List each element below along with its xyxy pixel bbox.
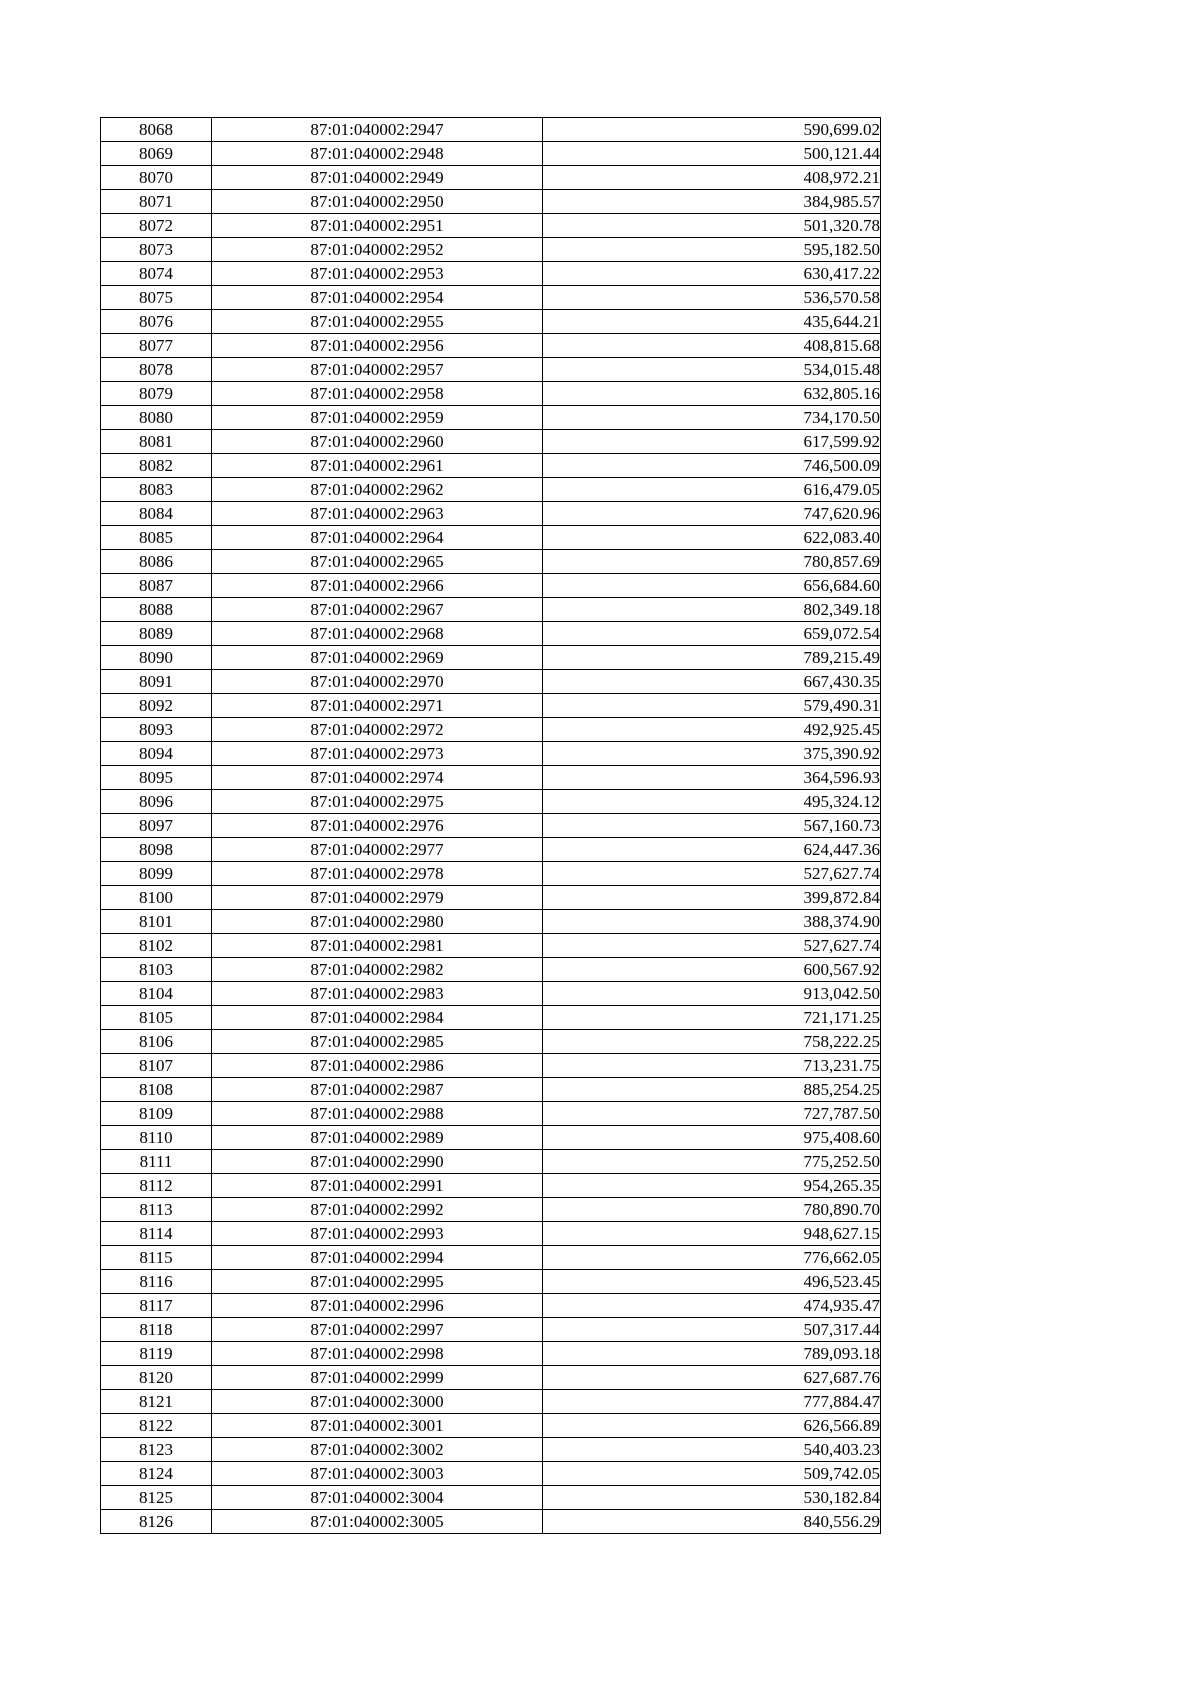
table-row — [101, 1366, 881, 1390]
cadastral-number-cell: 87:01:040002:2987 — [212, 1078, 543, 1102]
cadastral-value-cell: 527,627.74 — [543, 934, 881, 958]
table-row — [101, 1054, 881, 1078]
table-row — [101, 1438, 881, 1462]
table-row — [101, 742, 881, 766]
table-row — [101, 1150, 881, 1174]
cadastral-number-cell: 87:01:040002:2992 — [212, 1198, 543, 1222]
cadastral-value-cell: 617,599.92 — [543, 430, 881, 454]
cadastral-value-cell: 435,644.21 — [543, 310, 881, 334]
table-row — [101, 238, 881, 262]
row-number-cell: 8116 — [101, 1270, 212, 1294]
row-number-cell: 8108 — [101, 1078, 212, 1102]
cadastral-value-cell: 780,890.70 — [543, 1198, 881, 1222]
cadastral-number-cell: 87:01:040002:3002 — [212, 1438, 543, 1462]
cadastral-value-cell: 540,403.23 — [543, 1438, 881, 1462]
cadastral-number-cell: 87:01:040002:2955 — [212, 310, 543, 334]
cadastral-number-cell: 87:01:040002:2998 — [212, 1342, 543, 1366]
table-row — [101, 526, 881, 550]
table-row — [101, 622, 881, 646]
cadastral-value-cell: 364,596.93 — [543, 766, 881, 790]
cadastral-number-cell: 87:01:040002:2980 — [212, 910, 543, 934]
row-number-cell: 8079 — [101, 382, 212, 406]
row-number-cell: 8093 — [101, 718, 212, 742]
cadastral-number-cell: 87:01:040002:2993 — [212, 1222, 543, 1246]
row-number-cell: 8113 — [101, 1198, 212, 1222]
cadastral-value-cell: 775,252.50 — [543, 1150, 881, 1174]
table-row — [101, 118, 881, 142]
cadastral-number-cell: 87:01:040002:2990 — [212, 1150, 543, 1174]
table-row — [101, 478, 881, 502]
row-number-cell: 8106 — [101, 1030, 212, 1054]
row-number-cell: 8090 — [101, 646, 212, 670]
table-row — [101, 550, 881, 574]
cadastral-number-cell: 87:01:040002:2981 — [212, 934, 543, 958]
table-body — [101, 118, 881, 1534]
table-row — [101, 838, 881, 862]
cadastral-value-cell: 492,925.45 — [543, 718, 881, 742]
cadastral-number-cell: 87:01:040002:2959 — [212, 406, 543, 430]
cadastral-value-cell: 474,935.47 — [543, 1294, 881, 1318]
cadastral-value-cell: 590,699.02 — [543, 118, 881, 142]
row-number-cell: 8080 — [101, 406, 212, 430]
cadastral-value-cell: 626,566.89 — [543, 1414, 881, 1438]
cadastral-number-cell: 87:01:040002:2997 — [212, 1318, 543, 1342]
row-number-cell: 8083 — [101, 478, 212, 502]
row-number-cell: 8088 — [101, 598, 212, 622]
cadastral-value-cell: 384,985.57 — [543, 190, 881, 214]
cadastral-value-cell: 399,872.84 — [543, 886, 881, 910]
row-number-cell: 8072 — [101, 214, 212, 238]
table-row — [101, 958, 881, 982]
cadastral-number-cell: 87:01:040002:2986 — [212, 1054, 543, 1078]
cadastral-number-cell: 87:01:040002:2962 — [212, 478, 543, 502]
row-number-cell: 8101 — [101, 910, 212, 934]
cadastral-number-cell: 87:01:040002:2994 — [212, 1246, 543, 1270]
table-row — [101, 910, 881, 934]
table-row — [101, 790, 881, 814]
row-number-cell: 8094 — [101, 742, 212, 766]
row-number-cell: 8124 — [101, 1462, 212, 1486]
table-row — [101, 1078, 881, 1102]
cadastral-value-cell: 667,430.35 — [543, 670, 881, 694]
cadastral-number-cell: 87:01:040002:2970 — [212, 670, 543, 694]
table-row — [101, 1462, 881, 1486]
cadastral-value-table — [100, 117, 881, 1534]
cadastral-number-cell: 87:01:040002:2975 — [212, 790, 543, 814]
cadastral-value-cell: 534,015.48 — [543, 358, 881, 382]
cadastral-number-cell: 87:01:040002:2964 — [212, 526, 543, 550]
cadastral-value-cell: 948,627.15 — [543, 1222, 881, 1246]
row-number-cell: 8068 — [101, 118, 212, 142]
cadastral-number-cell: 87:01:040002:2958 — [212, 382, 543, 406]
table-row — [101, 1390, 881, 1414]
row-number-cell: 8099 — [101, 862, 212, 886]
cadastral-value-cell: 622,083.40 — [543, 526, 881, 550]
cadastral-value-cell: 616,479.05 — [543, 478, 881, 502]
table-row — [101, 1102, 881, 1126]
cadastral-value-cell: 579,490.31 — [543, 694, 881, 718]
cadastral-number-cell: 87:01:040002:2952 — [212, 238, 543, 262]
cadastral-number-cell: 87:01:040002:2979 — [212, 886, 543, 910]
table-row — [101, 1318, 881, 1342]
cadastral-number-cell: 87:01:040002:3004 — [212, 1486, 543, 1510]
cadastral-value-cell: 802,349.18 — [543, 598, 881, 622]
cadastral-value-cell: 840,556.29 — [543, 1510, 881, 1534]
row-number-cell: 8118 — [101, 1318, 212, 1342]
table-row — [101, 166, 881, 190]
table-row — [101, 286, 881, 310]
cadastral-number-cell: 87:01:040002:2953 — [212, 262, 543, 286]
table-row — [101, 358, 881, 382]
cadastral-number-cell: 87:01:040002:3000 — [212, 1390, 543, 1414]
cadastral-value-cell: 954,265.35 — [543, 1174, 881, 1198]
row-number-cell: 8100 — [101, 886, 212, 910]
table-row — [101, 1294, 881, 1318]
cadastral-value-cell: 659,072.54 — [543, 622, 881, 646]
cadastral-number-cell: 87:01:040002:3001 — [212, 1414, 543, 1438]
cadastral-number-cell: 87:01:040002:2947 — [212, 118, 543, 142]
table-row — [101, 382, 881, 406]
cadastral-number-cell: 87:01:040002:2978 — [212, 862, 543, 886]
cadastral-value-cell: 789,093.18 — [543, 1342, 881, 1366]
cadastral-number-cell: 87:01:040002:2961 — [212, 454, 543, 478]
table-row — [101, 502, 881, 526]
row-number-cell: 8102 — [101, 934, 212, 958]
row-number-cell: 8085 — [101, 526, 212, 550]
cadastral-number-cell: 87:01:040002:2982 — [212, 958, 543, 982]
cadastral-number-cell: 87:01:040002:2976 — [212, 814, 543, 838]
cadastral-value-cell: 496,523.45 — [543, 1270, 881, 1294]
cadastral-number-cell: 87:01:040002:2954 — [212, 286, 543, 310]
row-number-cell: 8089 — [101, 622, 212, 646]
table-row — [101, 1414, 881, 1438]
row-number-cell: 8096 — [101, 790, 212, 814]
cadastral-value-cell: 776,662.05 — [543, 1246, 881, 1270]
row-number-cell: 8070 — [101, 166, 212, 190]
row-number-cell: 8071 — [101, 190, 212, 214]
cadastral-number-cell: 87:01:040002:2977 — [212, 838, 543, 862]
cadastral-number-cell: 87:01:040002:2966 — [212, 574, 543, 598]
row-number-cell: 8092 — [101, 694, 212, 718]
row-number-cell: 8069 — [101, 142, 212, 166]
cadastral-number-cell: 87:01:040002:2963 — [212, 502, 543, 526]
table-row — [101, 598, 881, 622]
cadastral-number-cell: 87:01:040002:2967 — [212, 598, 543, 622]
table-row — [101, 1174, 881, 1198]
table-row — [101, 814, 881, 838]
cadastral-number-cell: 87:01:040002:2995 — [212, 1270, 543, 1294]
row-number-cell: 8122 — [101, 1414, 212, 1438]
cadastral-value-cell: 507,317.44 — [543, 1318, 881, 1342]
cadastral-number-cell: 87:01:040002:2965 — [212, 550, 543, 574]
cadastral-number-cell: 87:01:040002:2960 — [212, 430, 543, 454]
row-number-cell: 8112 — [101, 1174, 212, 1198]
cadastral-value-cell: 600,567.92 — [543, 958, 881, 982]
table-row — [101, 1270, 881, 1294]
row-number-cell: 8091 — [101, 670, 212, 694]
cadastral-number-cell: 87:01:040002:2968 — [212, 622, 543, 646]
cadastral-number-cell: 87:01:040002:2985 — [212, 1030, 543, 1054]
cadastral-number-cell: 87:01:040002:2948 — [212, 142, 543, 166]
row-number-cell: 8104 — [101, 982, 212, 1006]
row-number-cell: 8119 — [101, 1342, 212, 1366]
cadastral-value-cell: 375,390.92 — [543, 742, 881, 766]
row-number-cell: 8111 — [101, 1150, 212, 1174]
row-number-cell: 8123 — [101, 1438, 212, 1462]
row-number-cell: 8107 — [101, 1054, 212, 1078]
row-number-cell: 8098 — [101, 838, 212, 862]
table-row — [101, 1198, 881, 1222]
cadastral-number-cell: 87:01:040002:2999 — [212, 1366, 543, 1390]
cadastral-number-cell: 87:01:040002:2996 — [212, 1294, 543, 1318]
cadastral-value-cell: 777,884.47 — [543, 1390, 881, 1414]
cadastral-value-cell: 780,857.69 — [543, 550, 881, 574]
cadastral-value-cell: 408,815.68 — [543, 334, 881, 358]
table-row — [101, 214, 881, 238]
table-row — [101, 934, 881, 958]
row-number-cell: 8114 — [101, 1222, 212, 1246]
row-number-cell: 8081 — [101, 430, 212, 454]
cadastral-value-cell: 885,254.25 — [543, 1078, 881, 1102]
row-number-cell: 8076 — [101, 310, 212, 334]
cadastral-number-cell: 87:01:040002:2983 — [212, 982, 543, 1006]
row-number-cell: 8121 — [101, 1390, 212, 1414]
table-row — [101, 262, 881, 286]
table-row — [101, 1510, 881, 1534]
table-row — [101, 886, 881, 910]
table-row — [101, 334, 881, 358]
table-row — [101, 1126, 881, 1150]
cadastral-number-cell: 87:01:040002:2973 — [212, 742, 543, 766]
row-number-cell: 8120 — [101, 1366, 212, 1390]
table-row — [101, 862, 881, 886]
table-row — [101, 1246, 881, 1270]
table-row — [101, 406, 881, 430]
cadastral-value-cell: 721,171.25 — [543, 1006, 881, 1030]
cadastral-value-cell: 388,374.90 — [543, 910, 881, 934]
table-row — [101, 1030, 881, 1054]
cadastral-value-cell: 975,408.60 — [543, 1126, 881, 1150]
table-row — [101, 454, 881, 478]
cadastral-number-cell: 87:01:040002:2969 — [212, 646, 543, 670]
table-row — [101, 142, 881, 166]
cadastral-value-cell: 789,215.49 — [543, 646, 881, 670]
cadastral-value-cell: 567,160.73 — [543, 814, 881, 838]
cadastral-number-cell: 87:01:040002:2989 — [212, 1126, 543, 1150]
cadastral-number-cell: 87:01:040002:2984 — [212, 1006, 543, 1030]
table-row — [101, 982, 881, 1006]
table-row — [101, 766, 881, 790]
row-number-cell: 8078 — [101, 358, 212, 382]
cadastral-value-cell: 624,447.36 — [543, 838, 881, 862]
table-row — [101, 718, 881, 742]
cadastral-number-cell: 87:01:040002:2971 — [212, 694, 543, 718]
cadastral-value-cell: 727,787.50 — [543, 1102, 881, 1126]
table-row — [101, 1342, 881, 1366]
table-row — [101, 430, 881, 454]
table-row — [101, 646, 881, 670]
row-number-cell: 8075 — [101, 286, 212, 310]
row-number-cell: 8105 — [101, 1006, 212, 1030]
row-number-cell: 8074 — [101, 262, 212, 286]
cadastral-value-cell: 530,182.84 — [543, 1486, 881, 1510]
cadastral-value-cell: 747,620.96 — [543, 502, 881, 526]
cadastral-value-cell: 713,231.75 — [543, 1054, 881, 1078]
table-row — [101, 190, 881, 214]
cadastral-number-cell: 87:01:040002:2974 — [212, 766, 543, 790]
cadastral-value-cell: 632,805.16 — [543, 382, 881, 406]
row-number-cell: 8117 — [101, 1294, 212, 1318]
row-number-cell: 8097 — [101, 814, 212, 838]
cadastral-number-cell: 87:01:040002:2988 — [212, 1102, 543, 1126]
table-row — [101, 310, 881, 334]
cadastral-value-cell: 500,121.44 — [543, 142, 881, 166]
table-row — [101, 1486, 881, 1510]
table-row — [101, 574, 881, 598]
row-number-cell: 8125 — [101, 1486, 212, 1510]
cadastral-number-cell: 87:01:040002:2956 — [212, 334, 543, 358]
table-row — [101, 1006, 881, 1030]
row-number-cell: 8109 — [101, 1102, 212, 1126]
cadastral-number-cell: 87:01:040002:2949 — [212, 166, 543, 190]
row-number-cell: 8115 — [101, 1246, 212, 1270]
cadastral-number-cell: 87:01:040002:2951 — [212, 214, 543, 238]
cadastral-value-cell: 501,320.78 — [543, 214, 881, 238]
row-number-cell: 8110 — [101, 1126, 212, 1150]
row-number-cell: 8073 — [101, 238, 212, 262]
cadastral-number-cell: 87:01:040002:3003 — [212, 1462, 543, 1486]
cadastral-number-cell: 87:01:040002:2972 — [212, 718, 543, 742]
row-number-cell: 8082 — [101, 454, 212, 478]
cadastral-number-cell: 87:01:040002:2950 — [212, 190, 543, 214]
row-number-cell: 8087 — [101, 574, 212, 598]
cadastral-value-cell: 509,742.05 — [543, 1462, 881, 1486]
table-row — [101, 694, 881, 718]
cadastral-value-cell: 527,627.74 — [543, 862, 881, 886]
row-number-cell: 8095 — [101, 766, 212, 790]
cadastral-number-cell: 87:01:040002:3005 — [212, 1510, 543, 1534]
cadastral-value-cell: 495,324.12 — [543, 790, 881, 814]
cadastral-value-cell: 627,687.76 — [543, 1366, 881, 1390]
table-row — [101, 1222, 881, 1246]
cadastral-value-cell: 913,042.50 — [543, 982, 881, 1006]
cadastral-value-cell: 656,684.60 — [543, 574, 881, 598]
row-number-cell: 8086 — [101, 550, 212, 574]
row-number-cell: 8084 — [101, 502, 212, 526]
cadastral-value-cell: 408,972.21 — [543, 166, 881, 190]
cadastral-value-cell: 746,500.09 — [543, 454, 881, 478]
cadastral-value-cell: 734,170.50 — [543, 406, 881, 430]
cadastral-value-cell: 758,222.25 — [543, 1030, 881, 1054]
cadastral-number-cell: 87:01:040002:2957 — [212, 358, 543, 382]
cadastral-number-cell: 87:01:040002:2991 — [212, 1174, 543, 1198]
row-number-cell: 8103 — [101, 958, 212, 982]
cadastral-value-cell: 630,417.22 — [543, 262, 881, 286]
cadastral-value-cell: 536,570.58 — [543, 286, 881, 310]
cadastral-value-cell: 595,182.50 — [543, 238, 881, 262]
row-number-cell: 8126 — [101, 1510, 212, 1534]
row-number-cell: 8077 — [101, 334, 212, 358]
table-row — [101, 670, 881, 694]
